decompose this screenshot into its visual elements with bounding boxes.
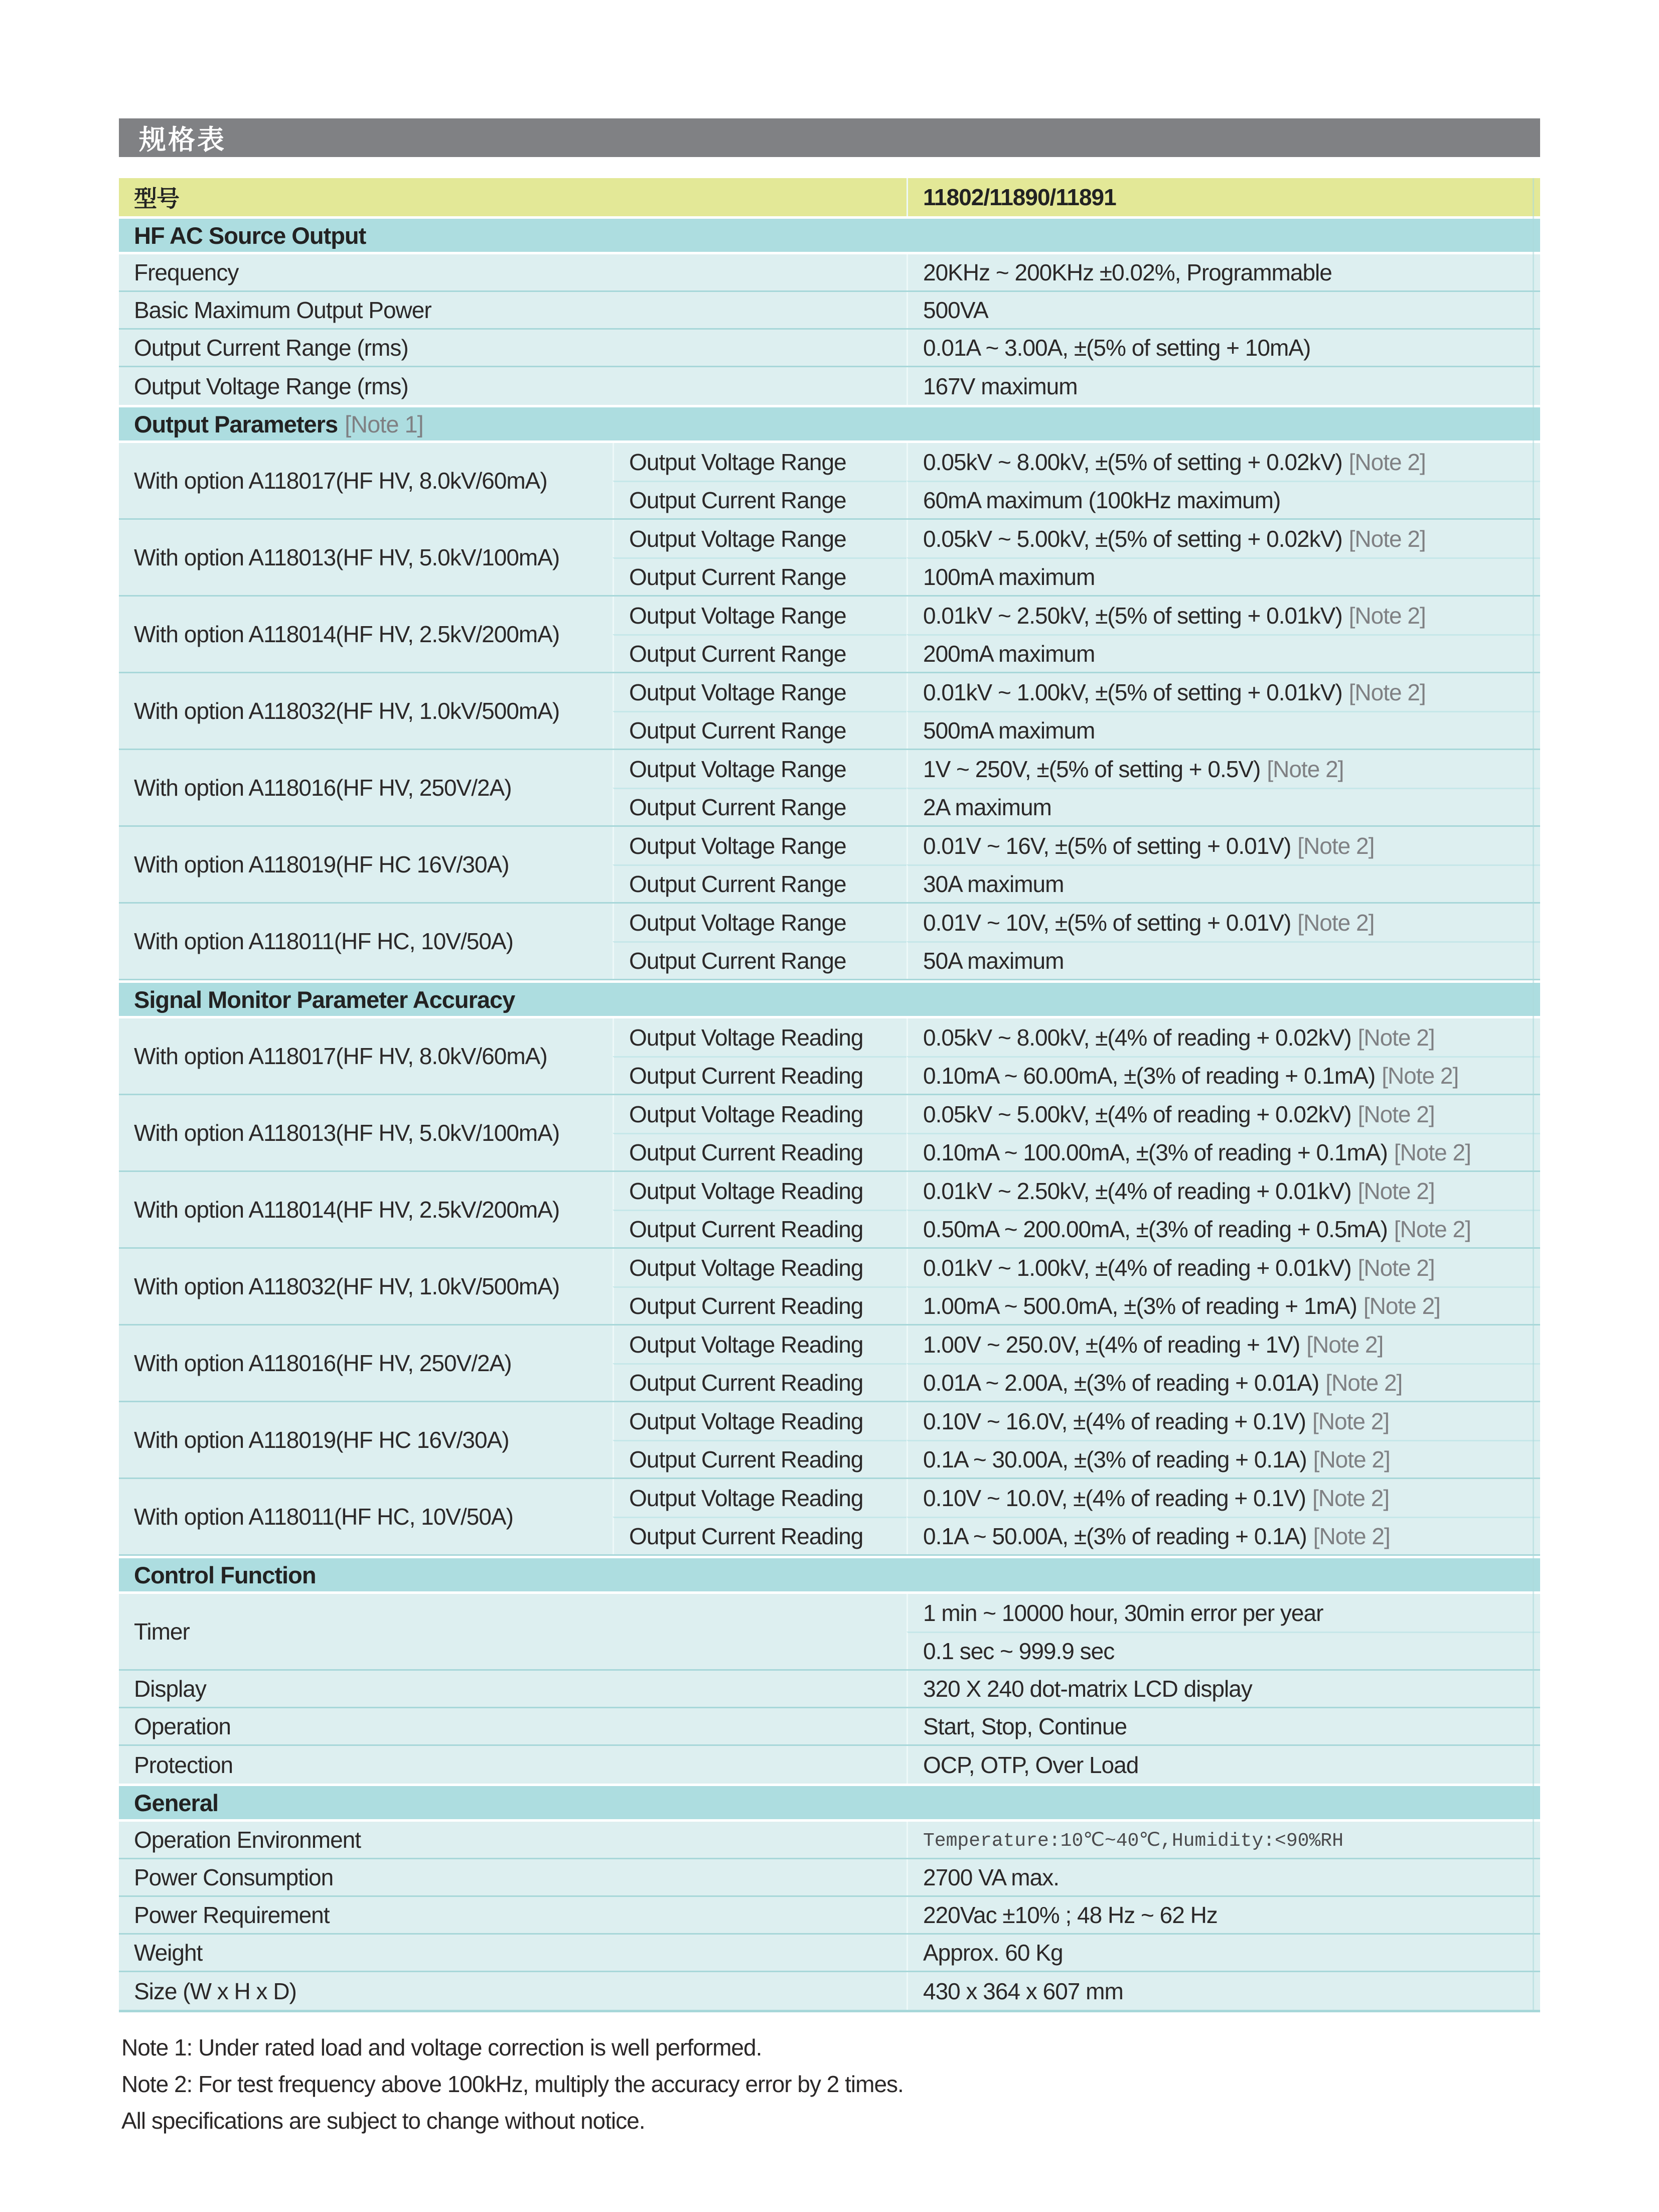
row-value: Approx. 60 Kg (907, 1935, 1540, 1971)
param-label: Output Current Range (613, 557, 907, 595)
param-label: Output Voltage Reading (613, 1249, 907, 1286)
row-value: Temperature:10℃~40℃,Humidity:<90%RH (907, 1822, 1540, 1858)
value-text: 1.00mA ~ 500.0mA, ±(3% of reading + 1mA) (923, 1293, 1357, 1319)
param-label: Output Voltage Reading (613, 1479, 907, 1517)
value-text: 0.01kV ~ 1.00kV, ±(4% of reading + 0.01kV) (923, 1254, 1351, 1281)
option-label: With option A118016(HF HV, 250V/2A) (134, 775, 512, 801)
row-label: Basic Maximum Output Power (134, 297, 431, 323)
note-ref: [Note 2] (1297, 832, 1375, 859)
general-rows (119, 1859, 1540, 2010)
model-value: 11802/11890/11891 (907, 178, 1540, 216)
row-value (907, 1095, 1540, 1133)
note-ref: [Note 2] (1306, 1331, 1384, 1358)
param-label: Output Voltage Reading (613, 1402, 907, 1440)
note-ref: [Note 2] (1348, 525, 1426, 552)
row-value (907, 597, 1540, 634)
row-label: Operation (134, 1713, 231, 1739)
option-label: With option A118011(HF HC, 10V/50A) (134, 1504, 513, 1530)
note-ref: [Note 2] (1358, 1177, 1435, 1204)
option-label: With option A118032(HF HV, 1.0kV/500mA) (134, 698, 560, 724)
spec-row-operation-environment (119, 1822, 1540, 1859)
value-text: 0.01V ~ 10V, ±(5% of setting + 0.01V) (923, 909, 1291, 936)
row-label: Power Consumption (134, 1864, 334, 1890)
model-label: 型号 (134, 186, 179, 212)
row-label: Weight (134, 1940, 203, 1966)
spec-row (119, 1708, 1540, 1746)
row-value: 0.01A ~ 3.00A, ±(5% of setting + 10mA) (907, 330, 1540, 366)
section-header-control-function (119, 1556, 1540, 1594)
row-value (907, 1249, 1540, 1286)
row-value: Start, Stop, Continue (907, 1708, 1540, 1744)
spec-row (119, 1897, 1540, 1935)
value-text: 0.05kV ~ 8.00kV, ±(4% of reading + 0.02kV) (923, 1024, 1351, 1051)
row-value: 0.1 sec ~ 999.9 sec (907, 1632, 1540, 1669)
section-title: Output Parameters (134, 410, 338, 437)
row-value (907, 1210, 1540, 1247)
param-label: Output Current Range (613, 864, 907, 902)
row-value: 430 x 364 x 607 mm (907, 1972, 1540, 2010)
row-value: 320 X 240 dot-matrix LCD display (907, 1671, 1540, 1707)
value-text: 1.00V ~ 250.0V, ±(4% of reading + 1V) (923, 1331, 1300, 1358)
param-label: Output Voltage Range (613, 443, 907, 481)
row-value (907, 711, 1540, 749)
row-label: Frequency (134, 259, 239, 285)
row-value (907, 1363, 1540, 1401)
row-value (907, 1517, 1540, 1554)
value-text: 1V ~ 250V, ±(5% of setting + 0.5V) (923, 756, 1261, 782)
option-row (119, 1095, 1540, 1172)
row-value: 500VA (907, 292, 1540, 328)
param-label: Output Current Reading (613, 1440, 907, 1478)
param-label: Output Current Reading (613, 1286, 907, 1324)
option-row (119, 597, 1540, 673)
value-text: 30A maximum (923, 871, 1064, 897)
row-value (907, 827, 1540, 864)
value-text: 0.10mA ~ 60.00mA, ±(3% of reading + 0.1mA) (923, 1063, 1376, 1089)
footnote: All specifications are subject to change without notice. (121, 2108, 645, 2134)
row-value (907, 1440, 1540, 1478)
value-text: 0.05kV ~ 8.00kV, ±(5% of setting + 0.02kV) (923, 449, 1342, 475)
option-row (119, 1172, 1540, 1249)
note-ref: [Note 2] (1394, 1139, 1471, 1165)
row-value (907, 1479, 1540, 1517)
option-label: With option A118016(HF HV, 250V/2A) (134, 1350, 512, 1376)
row-value: 20KHz ~ 200KHz ±0.02%, Programmable (907, 254, 1540, 290)
model-row (119, 178, 1540, 216)
section-header-output-parameters (119, 405, 1540, 443)
param-label: Output Voltage Range (613, 520, 907, 557)
row-value: 220Vac ±10% ; 48 Hz ~ 62 Hz (907, 1897, 1540, 1933)
param-label: Output Current Range (613, 788, 907, 825)
row-value (907, 1172, 1540, 1210)
value-text: 0.1A ~ 50.00A, ±(3% of reading + 0.1A) (923, 1523, 1307, 1549)
param-label: Output Current Reading (613, 1210, 907, 1247)
spec-row (119, 1972, 1540, 2010)
note-ref: [Note 2] (1348, 602, 1426, 629)
value-text: 0.01kV ~ 2.50kV, ±(4% of reading + 0.01kV) (923, 1177, 1351, 1204)
value-text: 0.1A ~ 30.00A, ±(3% of reading + 0.1A) (923, 1446, 1307, 1472)
spec-table (119, 178, 1540, 2012)
note-ref: [Note 2] (1267, 756, 1344, 782)
section-title: Signal Monitor Parameter Accuracy (134, 986, 515, 1013)
spec-row (119, 254, 1540, 292)
param-label: Output Current Range (613, 481, 907, 518)
note-ref: [Note 2] (1363, 1293, 1440, 1319)
output-parameters-rows (119, 443, 1540, 980)
row-label: Timer (134, 1618, 190, 1645)
value-text: 0.05kV ~ 5.00kV, ±(4% of reading + 0.02kV) (923, 1101, 1351, 1127)
row-value (907, 481, 1540, 518)
row-label: Display (134, 1676, 206, 1702)
option-row (119, 1325, 1540, 1402)
param-label: Output Current Range (613, 711, 907, 749)
footnote: Note 1: Under rated load and voltage correction is well performed. (121, 2034, 762, 2060)
spec-row (119, 330, 1540, 367)
option-label: With option A118013(HF HV, 5.0kV/100mA) (134, 1120, 560, 1146)
value-text: 0.10mA ~ 100.00mA, ±(3% of reading + 0.1mA) (923, 1139, 1388, 1165)
option-label: With option A118014(HF HV, 2.5kV/200mA) (134, 1197, 560, 1223)
value-text: 50A maximum (923, 948, 1064, 974)
value-text: 2A maximum (923, 794, 1051, 820)
spec-row (119, 292, 1540, 330)
option-row (119, 673, 1540, 750)
row-value (907, 1018, 1540, 1056)
param-label: Output Voltage Range (613, 597, 907, 634)
note-ref: [Note 2] (1348, 679, 1426, 705)
option-label: With option A118014(HF HV, 2.5kV/200mA) (134, 621, 560, 647)
footnote: Note 2: For test frequency above 100kHz, multiply the accuracy error by 2 times. (121, 2071, 903, 2097)
spec-row (119, 367, 1540, 405)
param-label: Output Voltage Range (613, 904, 907, 941)
row-label: Operation Environment (134, 1827, 361, 1853)
param-label: Output Voltage Reading (613, 1095, 907, 1133)
param-label: Output Voltage Range (613, 827, 907, 864)
title-bar (119, 118, 1540, 157)
row-value (907, 673, 1540, 711)
note-ref: [Note 2] (1297, 909, 1375, 936)
note-ref: [Note 2] (1312, 1485, 1390, 1511)
value-text: 500mA maximum (923, 717, 1095, 744)
note-ref: [Note 2] (1313, 1523, 1390, 1549)
value-text: 0.05kV ~ 5.00kV, ±(5% of setting + 0.02kV) (923, 525, 1342, 552)
param-label: Output Current Reading (613, 1056, 907, 1094)
param-label: Output Current Range (613, 941, 907, 979)
option-row (119, 1402, 1540, 1479)
row-value: OCP, OTP, Over Load (907, 1746, 1540, 1784)
footnote-lines (121, 2029, 1540, 2139)
section-title: Control Function (134, 1561, 316, 1588)
param-label: Output Current Range (613, 634, 907, 672)
page-title: 规格表 (139, 125, 226, 155)
note-ref: [Note 2] (1325, 1370, 1403, 1396)
option-label: With option A118013(HF HV, 5.0kV/100mA) (134, 544, 560, 570)
option-row (119, 827, 1540, 904)
row-value (907, 788, 1540, 825)
option-row (119, 1018, 1540, 1095)
note-ref: [Note 2] (1358, 1101, 1435, 1127)
value-text: 60mA maximum (100kHz maximum) (923, 487, 1281, 513)
option-label: With option A118017(HF HV, 8.0kV/60mA) (134, 1043, 547, 1069)
option-row (119, 520, 1540, 597)
row-value (907, 557, 1540, 595)
value-text: 0.10V ~ 16.0V, ±(4% of reading + 0.1V) (923, 1408, 1306, 1434)
footnotes (121, 2029, 1540, 2139)
timer-row (119, 1594, 1540, 1671)
spec-row (119, 1746, 1540, 1784)
row-value: 1 min ~ 10000 hour, 30min error per year (907, 1594, 1540, 1632)
note-ref: [Note 2] (1358, 1254, 1435, 1281)
row-value (907, 520, 1540, 557)
row-label: Output Voltage Range (rms) (134, 373, 408, 399)
row-value (907, 941, 1540, 979)
row-value (907, 1402, 1540, 1440)
note-ref: [Note 2] (1313, 1446, 1390, 1472)
control-function-rows (119, 1671, 1540, 1784)
section-header-general (119, 1784, 1540, 1822)
option-label: With option A118019(HF HC 16V/30A) (134, 1427, 509, 1453)
spec-row (119, 1935, 1540, 1972)
row-value (907, 1286, 1540, 1324)
section-title: General (134, 1789, 219, 1816)
row-label: Protection (134, 1751, 233, 1778)
note-ref: [Note 2] (1382, 1063, 1459, 1089)
row-value (907, 1133, 1540, 1170)
option-row (119, 750, 1540, 827)
option-label: With option A118017(HF HV, 8.0kV/60mA) (134, 468, 547, 494)
hf-ac-rows (119, 254, 1540, 405)
option-row (119, 904, 1540, 980)
param-label: Output Voltage Range (613, 673, 907, 711)
value-text: 0.01V ~ 16V, ±(5% of setting + 0.01V) (923, 832, 1291, 859)
param-label: Output Current Reading (613, 1133, 907, 1170)
option-row (119, 1479, 1540, 1556)
row-label: Output Current Range (rms) (134, 335, 408, 361)
row-value (907, 1325, 1540, 1363)
value-text: 0.01A ~ 2.00A, ±(3% of reading + 0.01A) (923, 1370, 1319, 1396)
value-text: 100mA maximum (923, 564, 1095, 590)
param-label: Output Voltage Reading (613, 1325, 907, 1363)
option-row (119, 443, 1540, 520)
param-label: Output Current Reading (613, 1363, 907, 1401)
signal-monitor-rows (119, 1018, 1540, 1556)
param-label: Output Voltage Reading (613, 1018, 907, 1056)
section-header-signal-monitor (119, 980, 1540, 1018)
option-label: With option A118032(HF HV, 1.0kV/500mA) (134, 1273, 560, 1299)
row-value: 167V maximum (907, 367, 1540, 405)
spec-row (119, 1859, 1540, 1897)
note-ref: [Note 2] (1358, 1024, 1435, 1051)
note-ref: [Note 2] (1348, 449, 1426, 475)
value-text: 0.01kV ~ 2.50kV, ±(5% of setting + 0.01kV) (923, 602, 1342, 629)
option-label: With option A118019(HF HC 16V/30A) (134, 851, 509, 877)
note-ref: [Note 1] (345, 410, 423, 437)
value-text: 0.10V ~ 10.0V, ±(4% of reading + 0.1V) (923, 1485, 1306, 1511)
option-label: With option A118011(HF HC, 10V/50A) (134, 928, 513, 954)
value-text: 0.01kV ~ 1.00kV, ±(5% of setting + 0.01kV) (923, 679, 1342, 705)
section-header-hf-ac-source-output (119, 216, 1540, 254)
param-label: Output Current Reading (613, 1517, 907, 1554)
param-label: Output Voltage Range (613, 750, 907, 788)
row-value (907, 904, 1540, 941)
option-row (119, 1249, 1540, 1325)
row-label: Size (W x H x D) (134, 1978, 296, 2004)
row-value (907, 750, 1540, 788)
row-value (907, 634, 1540, 672)
value-text: 0.50mA ~ 200.00mA, ±(3% of reading + 0.5mA) (923, 1216, 1388, 1242)
row-label: Power Requirement (134, 1902, 330, 1928)
note-ref: [Note 2] (1312, 1408, 1390, 1434)
section-title: HF AC Source Output (134, 222, 366, 249)
value-text: 200mA maximum (923, 641, 1095, 667)
row-value: 2700 VA max. (907, 1859, 1540, 1895)
spec-row (119, 1671, 1540, 1708)
row-value (907, 864, 1540, 902)
row-value (907, 443, 1540, 481)
row-value (907, 1056, 1540, 1094)
note-ref: [Note 2] (1394, 1216, 1471, 1242)
param-label: Output Voltage Reading (613, 1172, 907, 1210)
